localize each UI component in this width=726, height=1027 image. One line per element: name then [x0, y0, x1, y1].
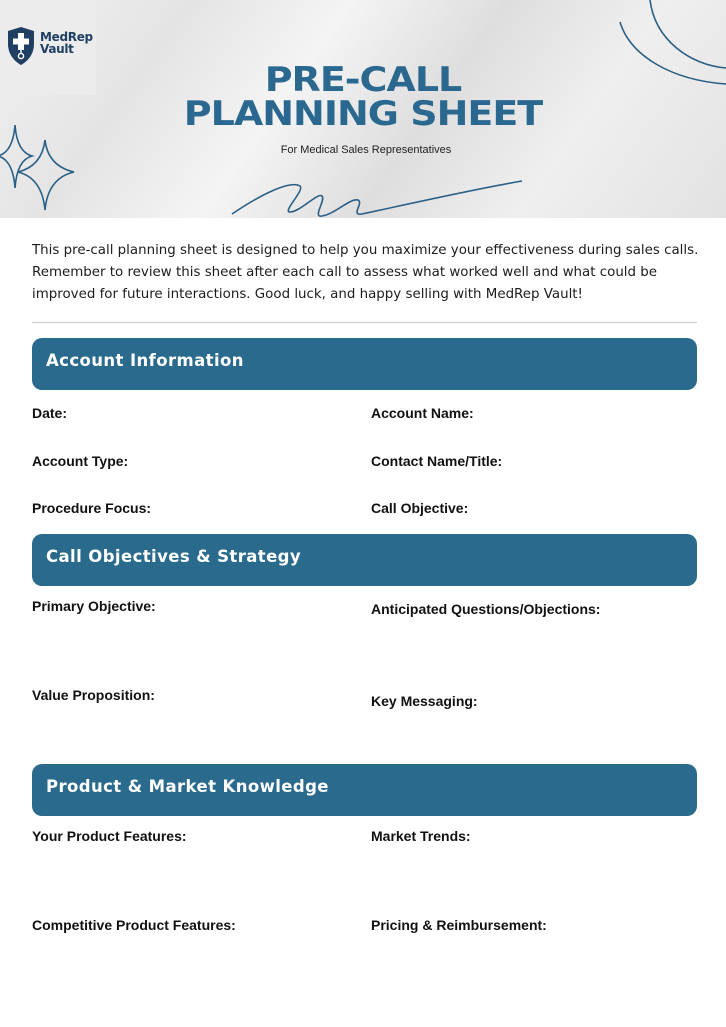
- field-label-account-name: Account Name:: [371, 405, 474, 421]
- field-label-pricing-reimbursement: Pricing & Reimbursement:: [371, 917, 547, 933]
- field-label-contact-name-title: Contact Name/Title:: [371, 453, 503, 469]
- field-label-market-trends: Market Trends:: [371, 828, 471, 844]
- section-title: Account Information: [46, 350, 244, 370]
- page-title-line-2: PLANNING SHEET: [183, 94, 543, 134]
- section-title: Product & Market Knowledge: [46, 776, 329, 796]
- divider: [32, 322, 697, 323]
- field-label-product-features: Your Product Features:: [32, 828, 187, 844]
- section-header-call-objectives-strategy: [32, 534, 697, 586]
- shield-cross-icon: [6, 26, 36, 66]
- page-header: [0, 0, 726, 218]
- field-label-account-type: Account Type:: [32, 453, 129, 469]
- page-subtitle: For Medical Sales Representatives: [280, 144, 452, 156]
- field-label-primary-objective: Primary Objective:: [32, 598, 156, 614]
- section-header-account-information: [32, 338, 697, 390]
- field-label-call-objective: Call Objective:: [371, 500, 469, 516]
- logo-line-1: MedRep: [40, 30, 93, 44]
- section-header-product-market-knowledge: [32, 764, 697, 816]
- field-label-procedure-focus: Procedure Focus:: [32, 500, 152, 516]
- section-title: Call Objectives & Strategy: [46, 546, 302, 566]
- field-label-anticipated-questions: Anticipated Questions/Objections:: [371, 601, 601, 617]
- field-label-competitive-features: Competitive Product Features:: [32, 917, 236, 933]
- logo-text: [40, 31, 96, 55]
- page-title-line-1: PRE-CALL: [264, 60, 462, 100]
- field-label-value-proposition: Value Proposition:: [32, 687, 155, 703]
- intro-paragraph: This pre-call planning sheet is designed to help you maximize your effectiveness during sales calls. Remember to review this sheet after each call to assess what worked well and what could be improved for future interactions. Good luck, and happy selling with MedRep Vault!: [32, 243, 699, 302]
- field-label-date: Date:: [32, 405, 68, 421]
- logo-line-2: Vault: [40, 42, 74, 56]
- field-label-key-messaging: Key Messaging:: [371, 693, 478, 709]
